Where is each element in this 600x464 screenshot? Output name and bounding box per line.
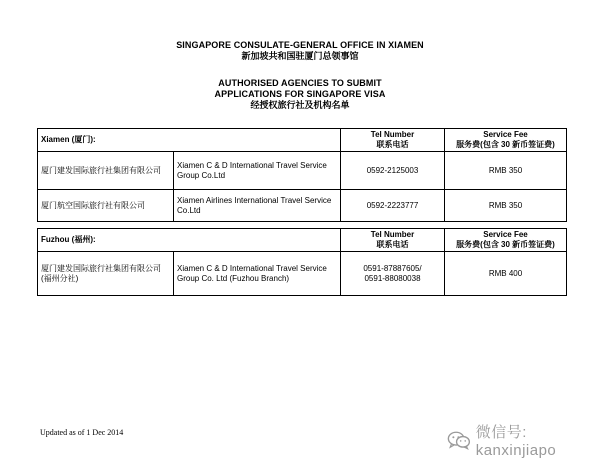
table-row <box>38 252 567 296</box>
fee-header-en: Service Fee <box>483 230 528 239</box>
agency-name-en: Xiamen C & D International Travel Service Group Co.Ltd <box>174 152 341 190</box>
agency-name-cn: 厦门航空国际旅行社有限公司 <box>38 190 174 222</box>
city-label-fuzhou: Fuzhou (福州): <box>38 229 341 252</box>
agency-name-cn: 厦门建发国际旅行社集团有限公司 (福州分社) <box>38 252 174 296</box>
table-row <box>38 152 567 190</box>
agency-name-cn: 厦门建发国际旅行社集团有限公司 <box>38 152 174 190</box>
tel-header-en: Tel Number <box>370 230 415 239</box>
watermark-text: 微信号: kanxinjiapo <box>475 424 557 459</box>
fee-header-cn: 服务费(包含 30 新币签证费) <box>456 240 555 249</box>
table-header-row <box>38 129 567 152</box>
office-title-cn: 新加坡共和国驻厦门总领事馆 <box>241 51 359 61</box>
agency-tel: 0592-2223777 <box>341 190 445 222</box>
xiamen-agencies-table <box>37 128 567 222</box>
fee-column-header <box>445 229 567 252</box>
updated-date: Updated as of 1 Dec 2014 <box>40 428 124 437</box>
agency-tel: 0592-2125003 <box>341 152 445 190</box>
city-label-xiamen: Xiamen (厦门): <box>38 129 341 152</box>
agency-fee: RMB 400 <box>445 252 567 296</box>
fee-column-header <box>445 129 567 152</box>
consulate-heading <box>0 40 600 62</box>
agency-tel-line-2: 0591-88080038 <box>364 273 421 283</box>
agency-tel-line-1: 0591-87887605/ <box>363 263 422 273</box>
office-title-en: SINGAPORE CONSULATE-GENERAL OFFICE IN XIAMEN <box>176 40 424 50</box>
tel-header-en: Tel Number <box>370 130 415 139</box>
title-cn: 经授权旅行社及机构名单 <box>250 100 350 110</box>
tel-header-cn: 联系电话 <box>376 240 409 249</box>
agency-name-en: Xiamen C & D International Travel Service Group Co. Ltd (Fuzhou Branch) <box>174 252 341 296</box>
fee-header-en: Service Fee <box>483 130 528 139</box>
title-line-1: AUTHORISED AGENCIES TO SUBMIT <box>218 78 382 88</box>
document-title <box>0 78 600 111</box>
tel-column-header <box>341 229 445 252</box>
title-line-2: APPLICATIONS FOR SINGAPORE VISA <box>214 89 386 99</box>
wechat-watermark <box>447 421 600 459</box>
fuzhou-agencies-table <box>37 228 567 296</box>
table-row <box>38 190 567 222</box>
agency-fee: RMB 350 <box>445 190 567 222</box>
tel-column-header <box>341 129 445 152</box>
tel-header-cn: 联系电话 <box>376 140 409 149</box>
table-header-row <box>38 229 567 252</box>
wechat-icon <box>447 430 471 450</box>
fee-header-cn: 服务费(包含 30 新币签证费) <box>456 140 555 149</box>
agency-name-en: Xiamen Airlines International Travel Service Co.Ltd <box>174 190 341 222</box>
agency-tel <box>341 252 445 296</box>
agency-fee: RMB 350 <box>445 152 567 190</box>
